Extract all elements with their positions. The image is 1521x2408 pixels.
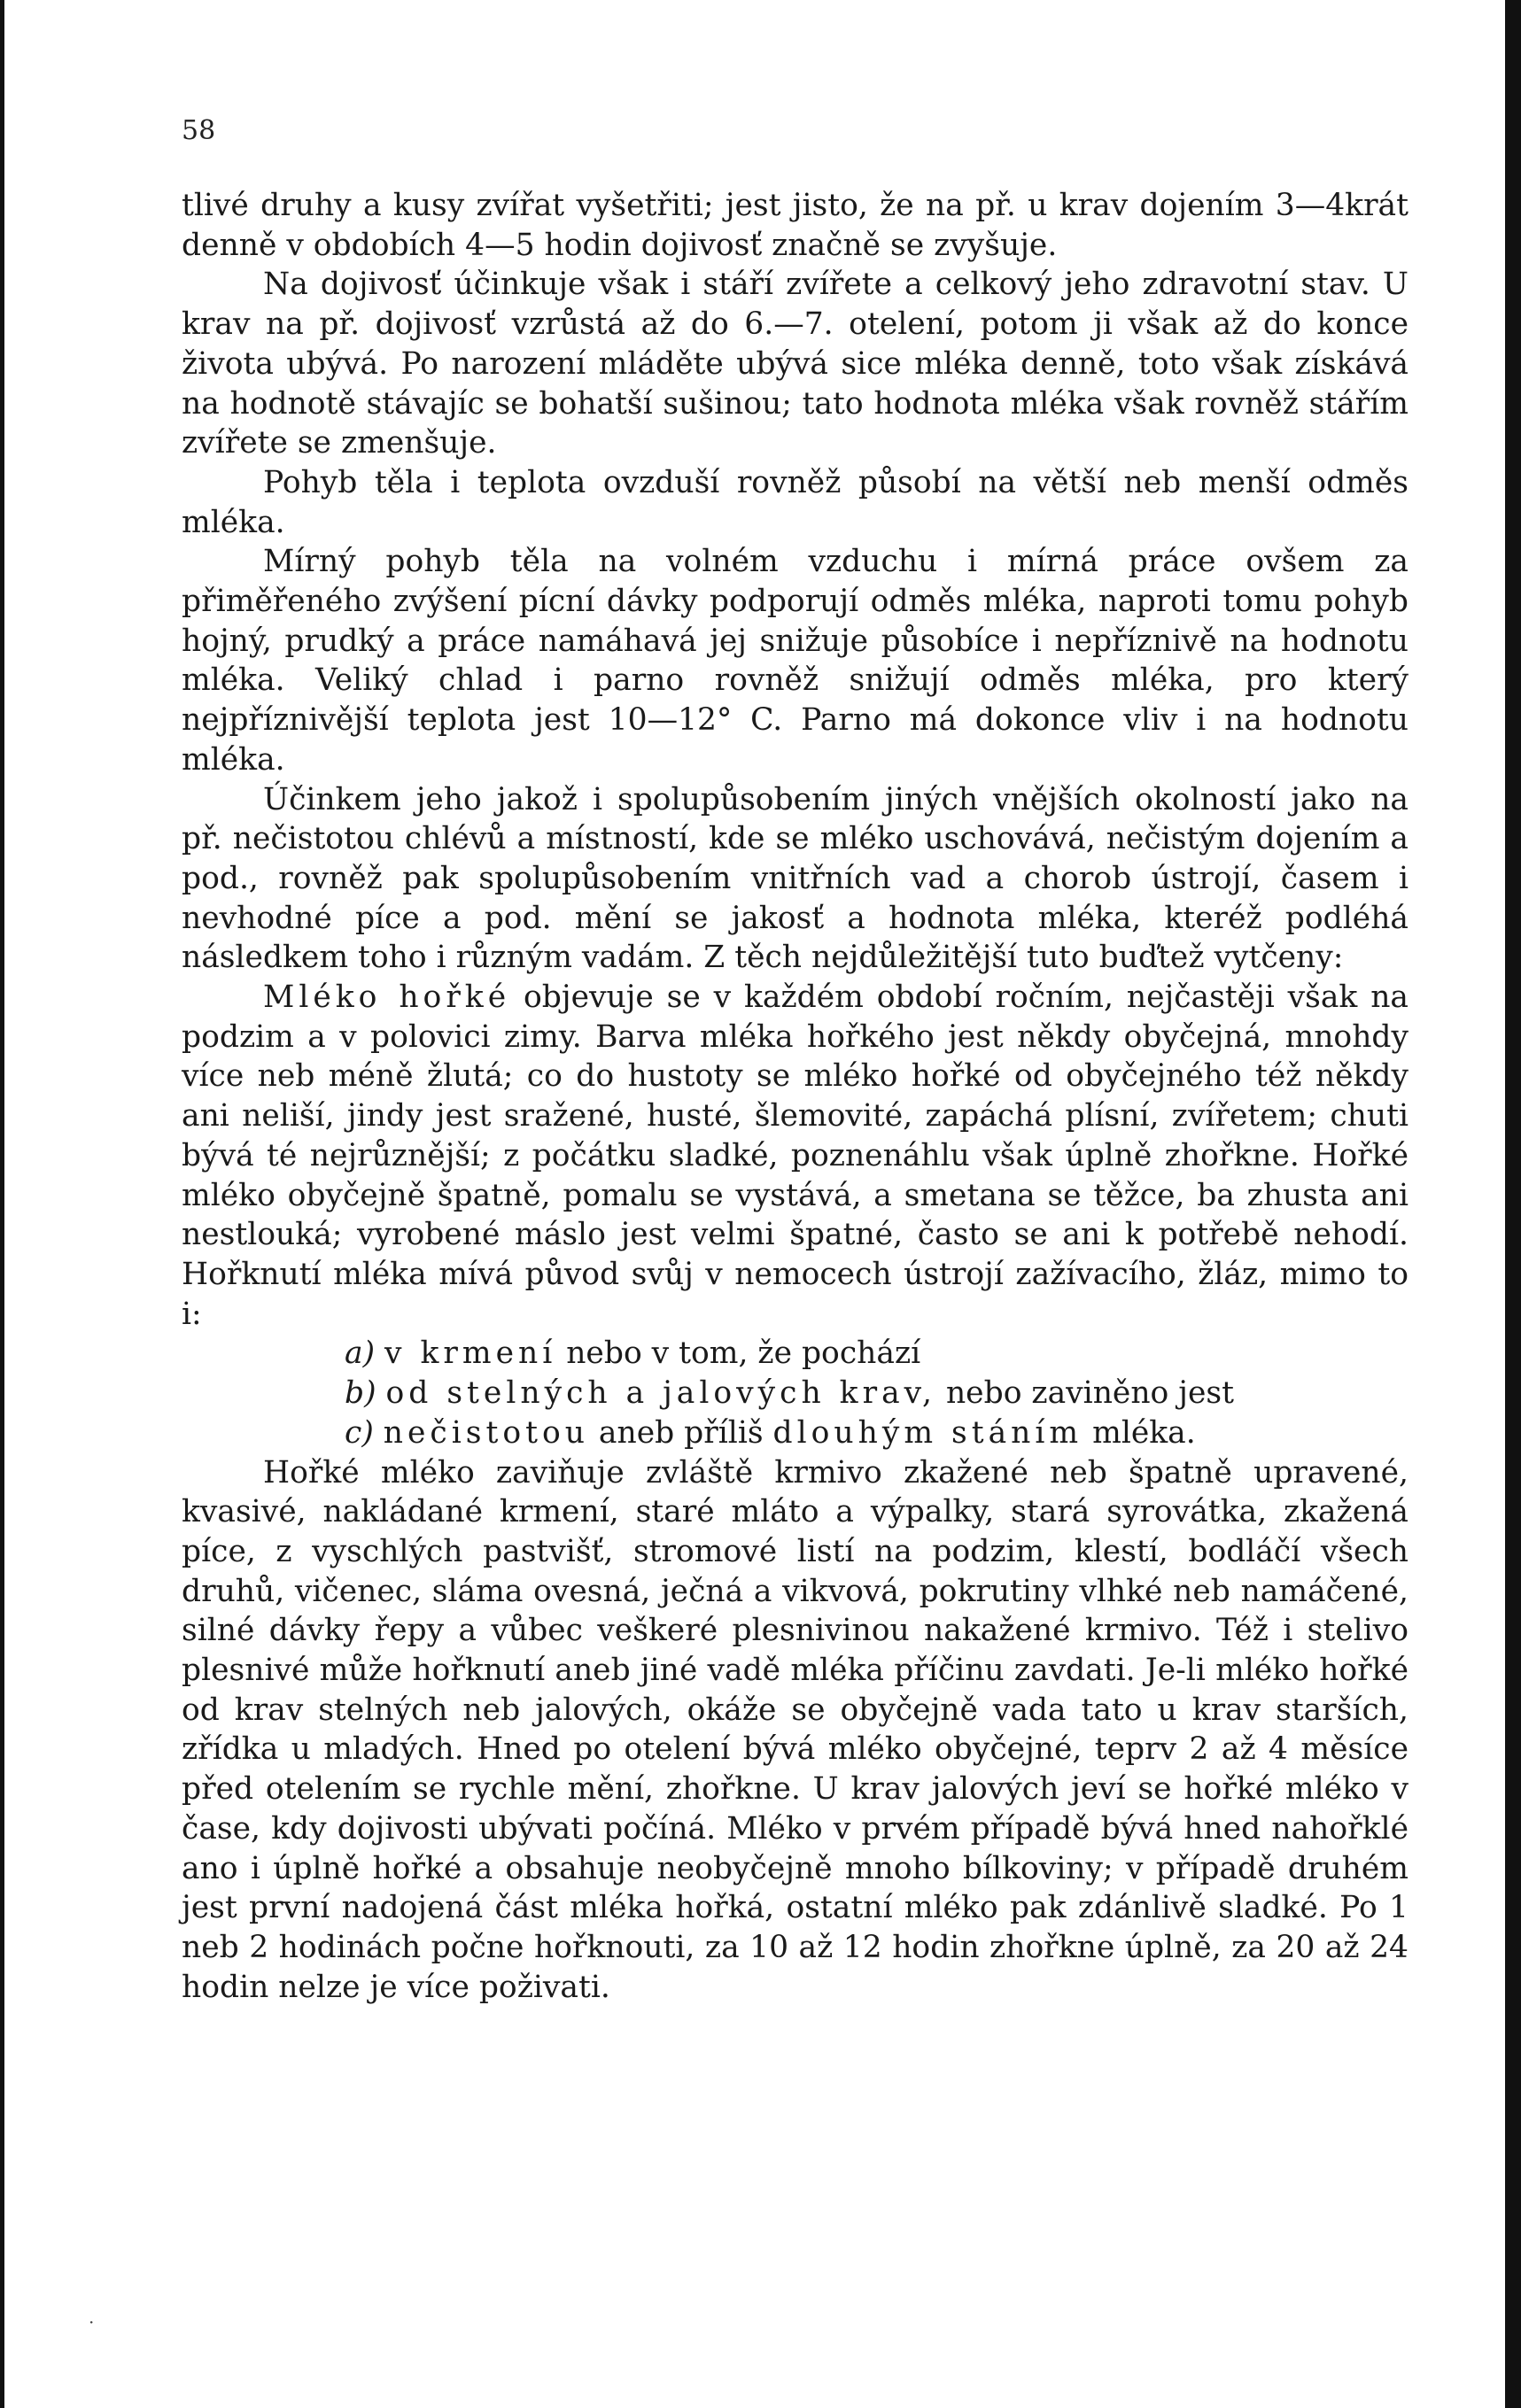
item-emphasis: dlouhým stáním (772, 1414, 1083, 1451)
list-item-cause-a (182, 1334, 1408, 1374)
item-rest: mléka. (1083, 1414, 1196, 1451)
item-emphasis: v krmení (384, 1336, 557, 1372)
scan-edge-left (0, 0, 4, 2408)
paragraph-movement-temperature: Pohyb těla i teplota ovzduší rovněž působí na větší neb menší odměs mléka. (182, 464, 1408, 540)
item-label: a) (345, 1336, 376, 1372)
list-item-cause-b (182, 1374, 1408, 1413)
list-item-cause-c (182, 1413, 1408, 1453)
paragraph-milk-yield-age: Na dojivosť účinkuje však i stáří zvířete a celkový jeho zdravotní stav. U krav na př. dojivosť vzrůstá až do 6.—7. otelení, potom ji však až do konce života ubývá. Po narození mláděte ubývá sice mléka denně, toto však získává na hodnotě stávajíc se bohatší sušinou; tato hodnota mléka však rovněž stářím zvířete se zmenšuje. (182, 267, 1408, 461)
paragraph-continuation: tlivé druhy a kusy zvířat vyšetřiti; jest jisto, že na př. u krav dojením 3—4krát denně v obdobích 4—5 hodin dojivosť značně se zvyšuje. (182, 188, 1408, 263)
bitter-milk-text: objevuje se v každém období ročním, nejčastěji však na podzim a v polovici zimy. Barva mléka hořkého jest někdy obyčejná, mnohdy více neb méně žlutá; co do hustoty se mléko hořké od obyčejného též někdy ani neliší, jindy jest sražené, husté, šlemovité, zapáchá plísní, zvířetem; chuti bývá té nejrůznější; z počátku sladké, poznenáhlu však úplně zhořkne. Hořké mléko obyčejně špatně, pomalu se vystává, a smetana se těžce, ba zhusta ani nestlouká; vyrobené máslo jest velmi špatné, často se ani k potřebě nehodí. Hořknutí mléka mívá původ svůj v nemocech ústrojí zažívacího, žláz, mimo to i: (182, 979, 1408, 1332)
item-emphasis: od stelných a jalových krav, (385, 1375, 936, 1412)
item-label: c) (345, 1414, 374, 1451)
scan-specks: · (89, 2311, 95, 2333)
item-rest: nebo v tom, že pochází (556, 1336, 921, 1372)
item-label: b) (345, 1375, 376, 1412)
paragraph-moderate-movement: Mírný pohyb těla na volném vzduchu i mírná práce ovšem za přiměřeného zvýšení pícní dávky podporují odměs mléka, naproti tomu pohyb hojný, prudký a práce namáhavá jej snižuje působíce i nepříznivě na hodnotu mléka. Veliký chlad i parno rovněž snižují odměs mléka, pro který nejpříznivější teplota jest 10—12° C. Parno má dokonce vliv i na hodnotu mléka. (182, 544, 1408, 778)
item-emphasis: nečistotou (383, 1414, 589, 1451)
body-text (182, 186, 1408, 2007)
page-number: 58 (182, 115, 216, 146)
bitter-milk-term: Mléko hořké (263, 979, 511, 1016)
item-mid: aneb příliš (588, 1414, 773, 1451)
paragraph-bitter-milk (182, 978, 1408, 1334)
scan-edge-right (1505, 0, 1521, 2408)
paragraph-bitter-causes: Hořké mléko zaviňuje zvláště krmivo zkažené neb špatně upravené, kvasivé, nakládané krmení, staré mláto a výpalky, stará syrovátka, zkažená píce, z vyschlých pastvišť, stromové listí na podzim, klestí, bodláčí všech druhů, vičenec, sláma ovesná, ječná a vikvová, pokrutiny vlhké neb namáčené, silné dávky řepy a vůbec veškeré plesnivinou nakažené krmivo. Též i stelivo plesnivé může hořknutí aneb jiné vadě mléka příčinu zavdati. Je-li mléko hořké od krav stelných neb jalových, okáže se obyčejně vada tato u krav starších, zřídka u mladých. Hned po otelení bývá mléko obyčejné, teprv 2 až 4 měsíce před otelením se rychle mění, zhořkne. U krav jalových jeví se hořké mléko v čase, kdy dojivosti ubývati počíná. Mléko v prvém případě bývá hned nahořklé ano i úplně hořké a obsahuje neobyčejně mnoho bílkoviny; v případě druhém jest první nadojená část mléka hořká, ostatní mléko pak zdánlivě sladké. Po 1 neb 2 hodinách počne hořknouti, za 10 až 12 hodin zhořkne úplně, za 20 až 24 hodin nelze je více poživati. (182, 1454, 1408, 2005)
paragraph-milk-defects-intro: Účinkem jeho jakož i spolupůsobením jiných vnějších okolností jako na př. nečistotou chlévů a místností, kde se mléko uschovává, nečistým dojením a pod., rovněž pak spolupůsobením vnitřních vad a chorob ústrojí, časem i nevhodné píce a pod. mění se jakosť a hodnota mléka, kteréž podléhá následkem toho i různým vadám. Z těch nejdůležitější tuto buďtež vytčeny: (182, 781, 1408, 976)
item-rest: nebo zaviněno jest (936, 1375, 1234, 1412)
